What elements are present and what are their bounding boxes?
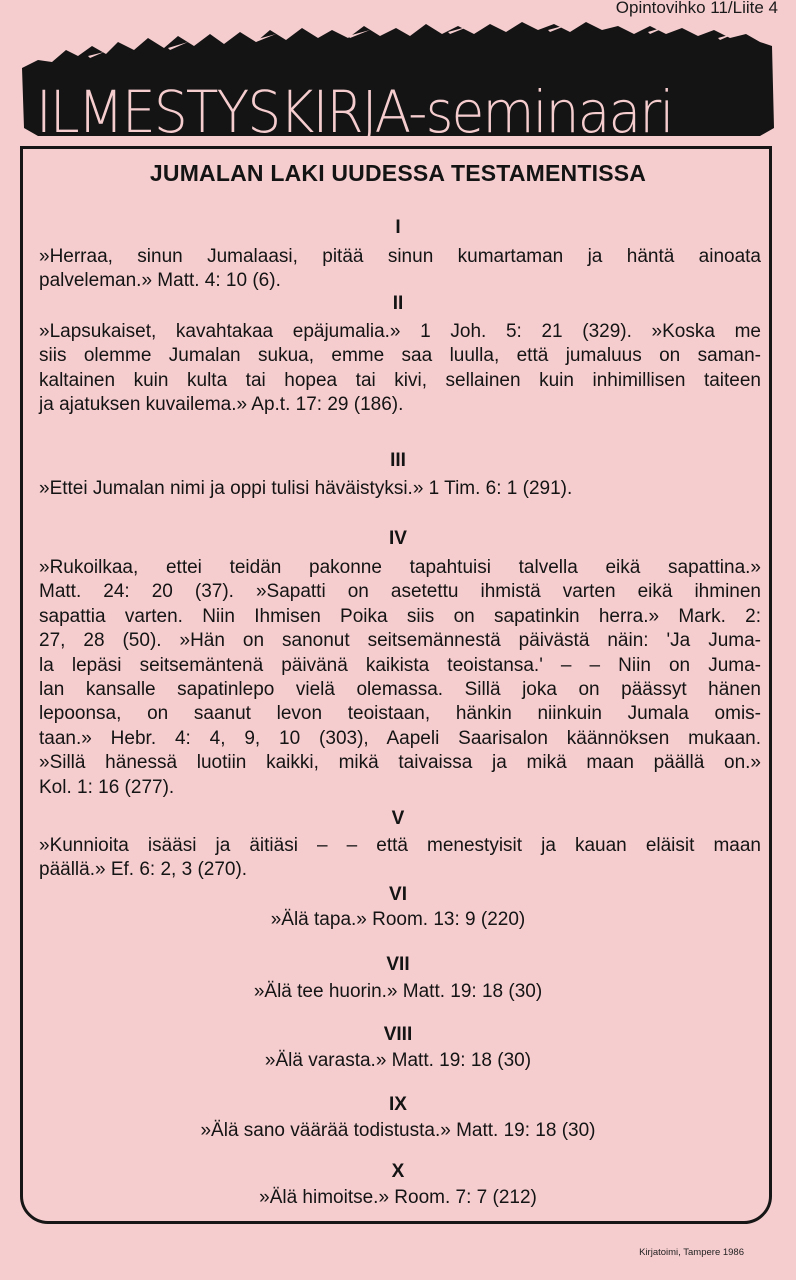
commandment-numeral-10: X — [391, 1161, 405, 1182]
commandment-text-9: »Älä sano väärää todistusta.» Matt. 19: 18 (30) — [200, 1120, 596, 1141]
text-line: »Rukoilkaa, ettei teidän pakonne tapahtuisi talvella eikä sapattina.» — [39, 557, 761, 578]
publisher-credit: Kirjatoimi, Tampere 1986 — [639, 1247, 744, 1258]
text-line: »Herraa, sinun Jumalaasi, pitää sinun kumartaman ja häntä ainoata — [39, 246, 761, 267]
commandment-text-8: »Älä varasta.» Matt. 19: 18 (30) — [264, 1050, 532, 1071]
commandment-text-1 — [39, 245, 761, 294]
text-line: Kol. 1: 16 (277). — [39, 776, 175, 798]
text-line: »Ettei Jumalan nimi ja oppi tulisi häväistyksi.» 1 Tim. 6: 1 (291). — [39, 478, 573, 499]
commandment-numeral-3: III — [390, 450, 406, 471]
commandment-text-7: »Älä tee huorin.» Matt. 19: 18 (30) — [253, 981, 543, 1002]
text-line: palveleman.» Matt. 4: 10 (6). — [39, 270, 281, 292]
commandment-text-10: »Älä himoitse.» Room. 7: 7 (212) — [259, 1187, 537, 1208]
text-line: taan.» Hebr. 4: 4, 9, 10 (303), Aapeli Saarisalon käännöksen mukaan. — [39, 727, 761, 749]
commandment-numeral-2: II — [392, 293, 404, 314]
text-line: lepoonsa, on saanut levon teoistaan, hänkin niinkuin Jumala omis- — [39, 703, 761, 725]
commandment-numeral-8: VIII — [383, 1024, 413, 1045]
commandment-numeral-4: IV — [389, 528, 407, 549]
text-line: siis olemme Jumalan sukua, emme saa luulla, että jumaluus on saman- — [39, 345, 761, 367]
booklet-label: Opintovihko 11/Liite 4 — [615, 0, 778, 17]
commandment-numeral-1: I — [395, 217, 401, 238]
commandment-text-4 — [39, 556, 761, 800]
page-title: JUMALAN LAKI UUDESSA TESTAMENTISSA — [149, 160, 647, 186]
text-line: sapattia varten. Niin Ihmisen Poika siis on sapatinkin herra.» Mark. 2: — [39, 605, 761, 627]
commandment-text-2 — [39, 320, 761, 418]
commandment-text-3 — [39, 477, 761, 501]
text-line: päällä.» Ef. 6: 2, 3 (270). — [39, 859, 248, 881]
commandment-text-5 — [39, 834, 761, 883]
text-line: 27, 28 (50). »Hän on sanonut seitsemännestä päivästä näin: 'Ja Juma- — [39, 630, 761, 652]
text-line: lan kansalle sapatinlepo vielä olemassa. Sillä joka on päässyt hänen — [39, 679, 761, 701]
seminar-banner — [18, 20, 778, 146]
banner-title: ILMESTYSKIRJA-seminaari — [36, 78, 673, 146]
text-line: »Sillä hänessä luotiin kaikki, mikä taivaissa ja mikä maan päällä on.» — [39, 752, 761, 774]
text-line: kaltainen kuin kulta tai hopea tai kivi, sellainen kuin inhimillisen taiteen — [39, 369, 761, 391]
text-line: la lepäsi seitsemäntenä päivänä kaikista teoistansa.' – – Niin on Juma- — [39, 654, 761, 676]
commandment-numeral-7: VII — [386, 954, 410, 975]
text-line: ja ajatuksen kuvailema.» Ap.t. 17: 29 (186). — [39, 394, 404, 416]
text-line: »Lapsukaiset, kavahtakaa epäjumalia.» 1 Joh. 5: 21 (329). »Koska me — [39, 321, 761, 342]
text-line: »Kunnioita isääsi ja äitiäsi – – että menestyisit ja kauan eläisit maan — [39, 835, 761, 856]
commandment-numeral-5: V — [391, 808, 405, 829]
text-line: Matt. 24: 20 (37). »Sapatti on asetettu ihmistä varten eikä ihminen — [39, 581, 761, 603]
commandment-text-6: »Älä tapa.» Room. 13: 9 (220) — [270, 909, 526, 930]
commandment-numeral-9: IX — [389, 1094, 407, 1115]
commandment-numeral-6: VI — [389, 884, 407, 905]
